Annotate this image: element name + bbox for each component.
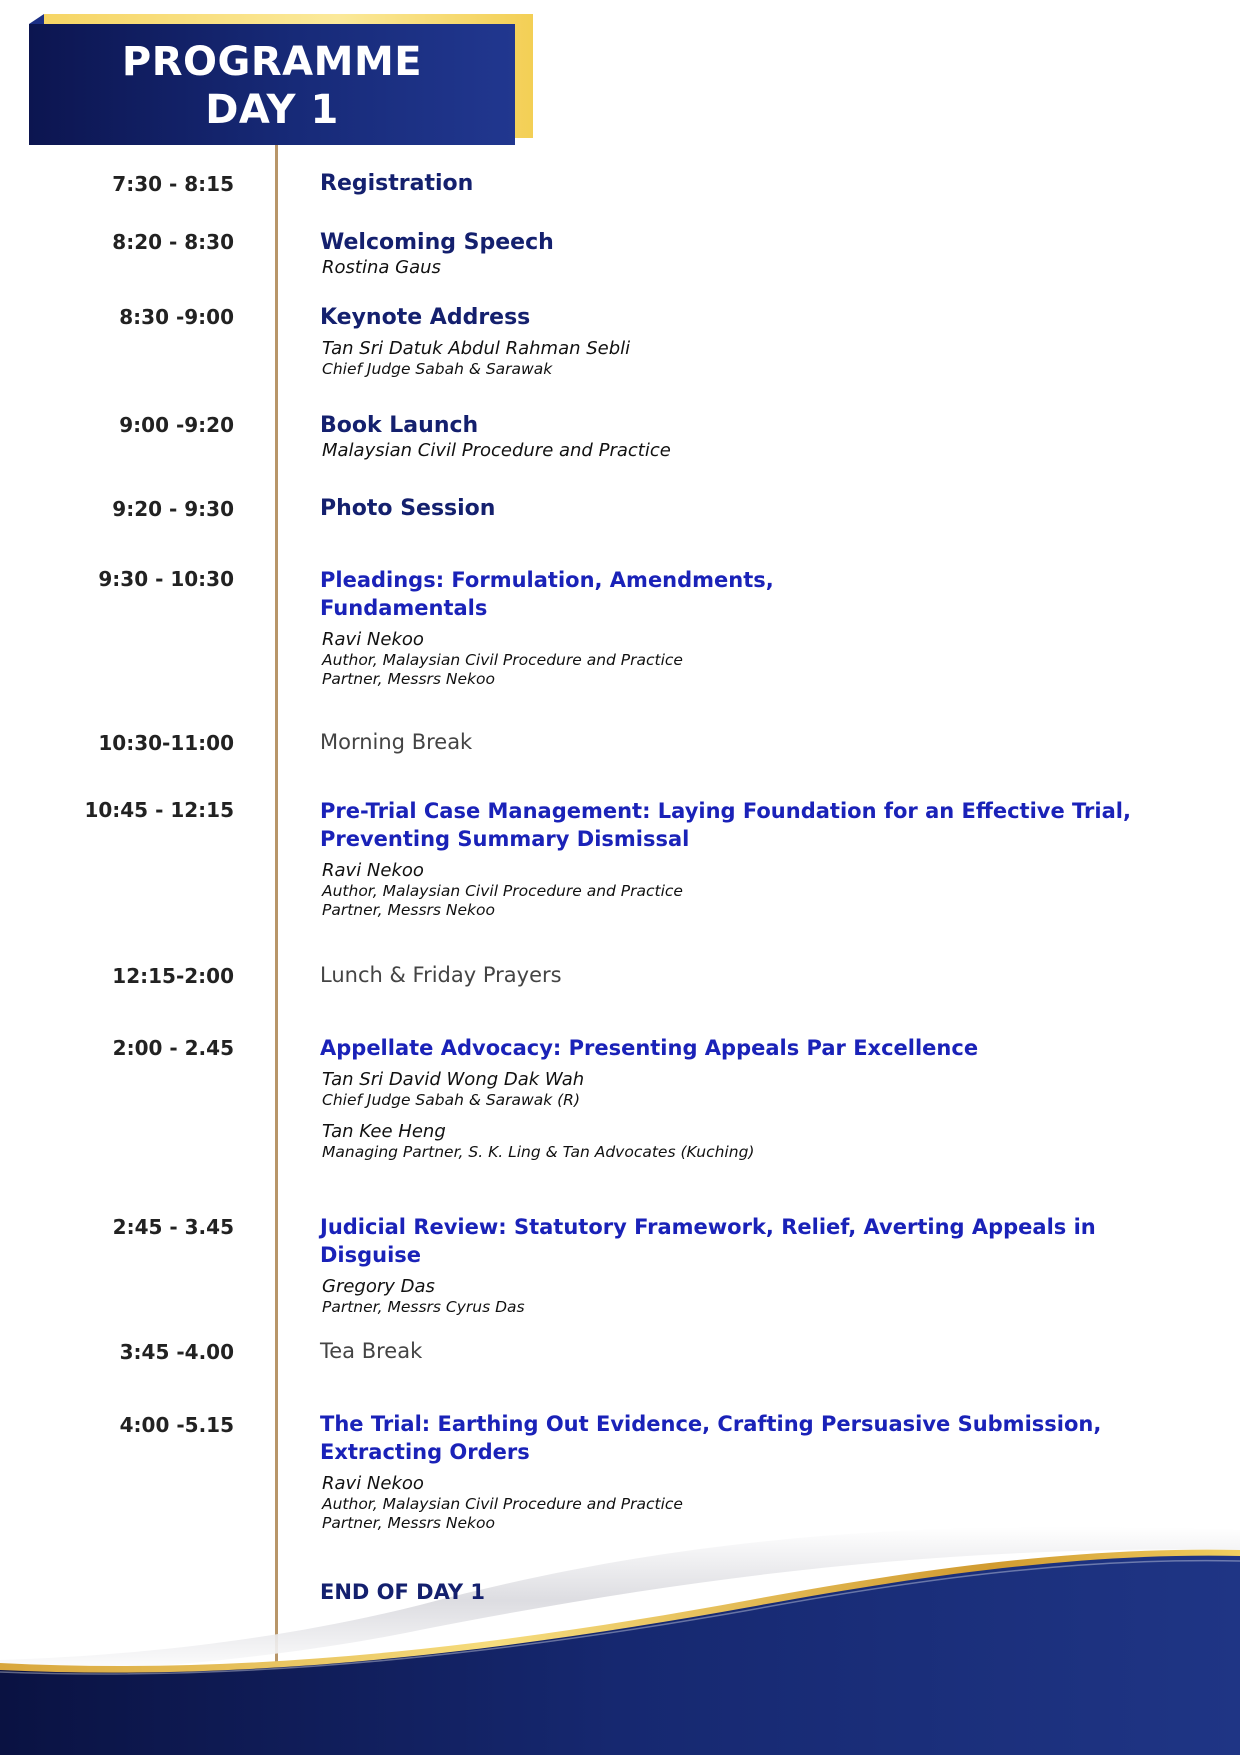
session-time: 10:45 - 12:15 xyxy=(84,798,234,822)
session-book-launch xyxy=(320,412,1180,462)
session-time: 9:20 - 9:30 xyxy=(112,497,234,521)
session-title-cont: Preventing Summary Dismissal xyxy=(320,827,690,851)
speaker-role: Chief Judge Sabah & Sarawak xyxy=(322,360,553,378)
session-keynote-address xyxy=(320,304,1180,379)
session-morning-break xyxy=(320,730,1180,754)
break-label: Lunch & Friday Prayers xyxy=(320,963,562,987)
session-pleadings xyxy=(320,566,1180,689)
footer-wave-decoration xyxy=(0,1500,1240,1755)
session-title-cont: Extracting Orders xyxy=(320,1440,530,1464)
session-time: 8:30 -9:00 xyxy=(119,305,234,329)
session-time: 7:30 - 8:15 xyxy=(112,172,234,196)
session-appellate-advocacy xyxy=(320,1034,1180,1162)
session-title: Judicial Review: Statutory Framework, Relief, Averting Appeals in Disguise xyxy=(320,1215,1096,1267)
session-time: 3:45 -4.00 xyxy=(119,1340,234,1364)
timeline-divider xyxy=(275,145,278,1665)
session-title: Pre-Trial Case Management: Laying Foundation for an Effective Trial, xyxy=(320,799,1131,823)
speaker-role: Partner, Messrs Nekoo xyxy=(322,901,495,919)
speaker-name: Tan Kee Heng xyxy=(322,1121,446,1142)
session-title: Appellate Advocacy: Presenting Appeals Par Excellence xyxy=(320,1036,979,1060)
session-time: 12:15-2:00 xyxy=(112,964,234,988)
book-title: Malaysian Civil Procedure and Practice xyxy=(322,440,671,461)
header-title: PROGRAMME xyxy=(121,39,423,85)
speaker-role: Partner, Messrs Nekoo xyxy=(322,1514,495,1532)
session-time: 2:45 - 3.45 xyxy=(112,1215,234,1239)
programme-header xyxy=(29,24,515,145)
session-time: 4:00 -5.15 xyxy=(119,1413,234,1437)
speaker-name: Ravi Nekoo xyxy=(322,629,424,650)
session-registration xyxy=(320,170,1180,197)
end-of-day-label: END OF DAY 1 xyxy=(320,1580,485,1604)
session-lunch xyxy=(320,963,1180,987)
speaker-role: Chief Judge Sabah & Sarawak (R) xyxy=(322,1091,580,1109)
speaker-role: Partner, Messrs Nekoo xyxy=(322,670,495,688)
speaker-name: Tan Sri Datuk Abdul Rahman Sebli xyxy=(322,338,631,359)
session-title: Registration xyxy=(320,171,474,196)
break-label: Tea Break xyxy=(320,1339,423,1363)
speaker-name: Gregory Das xyxy=(322,1276,435,1297)
session-title: Photo Session xyxy=(320,496,496,521)
speaker-role: Managing Partner, S. K. Ling & Tan Advocates (Kuching) xyxy=(322,1143,755,1161)
speaker-name: Ravi Nekoo xyxy=(322,1473,424,1494)
session-title-cont: Fundamentals xyxy=(320,596,488,620)
speaker-role: Author, Malaysian Civil Procedure and Practice xyxy=(322,651,683,669)
speaker-name: Tan Sri David Wong Dak Wah xyxy=(322,1069,585,1090)
speaker-name: Rostina Gaus xyxy=(322,257,441,278)
speaker-role: Partner, Messrs Cyrus Das xyxy=(322,1298,525,1316)
session-pre-trial xyxy=(320,797,1180,920)
session-title: Keynote Address xyxy=(320,305,531,330)
session-welcoming-speech xyxy=(320,229,1180,279)
session-time: 8:20 - 8:30 xyxy=(112,230,234,254)
speaker-name: Ravi Nekoo xyxy=(322,860,424,881)
session-judicial-review xyxy=(320,1213,1180,1317)
session-title: Book Launch xyxy=(320,413,479,438)
session-photo xyxy=(320,495,1180,522)
session-tea-break xyxy=(320,1339,1180,1363)
header-day: DAY 1 xyxy=(205,87,339,133)
speaker-role: Author, Malaysian Civil Procedure and Practice xyxy=(322,882,683,900)
session-time: 2:00 - 2.45 xyxy=(112,1036,234,1060)
session-title: The Trial: Earthing Out Evidence, Crafting Persuasive Submission, xyxy=(320,1412,1102,1436)
session-time: 9:30 - 10:30 xyxy=(98,567,234,591)
speaker-role: Author, Malaysian Civil Procedure and Practice xyxy=(322,1495,683,1513)
header-corner-fold xyxy=(29,14,44,24)
break-label: Morning Break xyxy=(320,730,473,754)
session-title: Welcoming Speech xyxy=(320,230,554,255)
session-title: Pleadings: Formulation, Amendments, xyxy=(320,568,774,592)
session-time: 9:00 -9:20 xyxy=(119,413,234,437)
session-time: 10:30-11:00 xyxy=(98,731,234,755)
